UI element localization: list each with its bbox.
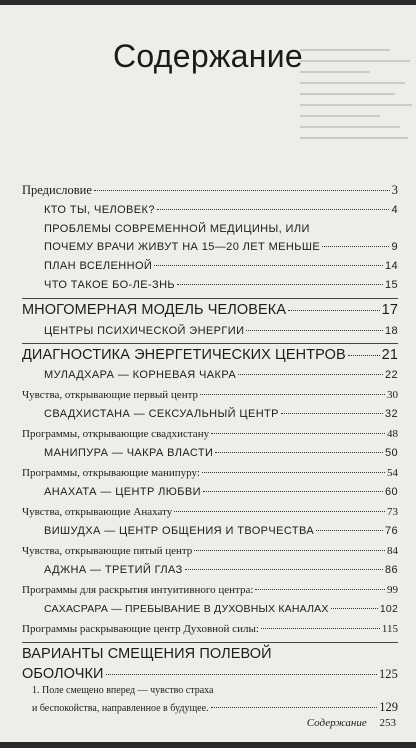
running-footer-section: Содержание [306,717,367,729]
leader-dots [203,491,383,492]
toc-entry-label: ЦЕНТРЫ ПСИХИЧЕСКОЙ ЭНЕРГИИ [44,325,245,337]
toc-entry-page: 21 [381,347,398,363]
toc-entry-page: 102 [379,603,398,615]
section-divider [22,642,398,643]
toc-entry-page: 125 [378,667,398,681]
toc-entry-page: 17 [381,302,398,318]
leader-dots [200,394,385,395]
toc-entry[interactable] [22,223,398,235]
toc-entry-label: АНАХАТА — ЦЕНТР ЛЮБВИ [44,486,201,498]
toc-entry[interactable] [22,204,398,216]
toc-entry-page: 50 [384,447,398,459]
toc-entry[interactable] [22,545,398,557]
page-title: Содержание [112,38,303,74]
toc-entry[interactable] [22,389,398,401]
toc-entry-page: 99 [387,584,398,596]
toc-entry-label: Чувства, открывающие пятый центр [22,545,193,557]
leader-dots [202,472,385,473]
toc-entry-label: ВИШУДХА — ЦЕНТР ОБЩЕНИЯ И ТВОРЧЕСТВА [44,525,315,537]
leader-dots [255,589,385,590]
leader-dots [185,569,383,570]
toc-entry-page: 76 [384,525,398,537]
toc-entry-page: 18 [384,325,398,337]
leader-dots [154,265,383,266]
toc-entry-label: ДИАГНОСТИКА ЭНЕРГЕТИЧЕСКИХ ЦЕНТРОВ [22,347,346,363]
toc-entry[interactable] [22,564,398,576]
bottom-rule [0,742,416,748]
toc-entry-label: Программы раскрывающие центр Духовной силы: [22,623,259,635]
toc-entry-page: 22 [384,369,398,381]
toc-section-entry[interactable] [22,302,398,318]
toc-entry-page: 4 [391,204,398,216]
section-divider [22,298,398,299]
toc-entry[interactable] [22,260,398,272]
toc-entry-label: ЧТО ТАКОЕ БО-ЛЕ-ЗНЬ [44,279,176,291]
toc-entry[interactable] [22,700,398,715]
toc-entry-label: САХАСРАРА — ПРЕБЫВАНИЕ В ДУХОВНЫХ КАНАЛАХ [44,603,329,615]
toc-entry-label: ПРОБЛЕМЫ СОВРЕМЕННОЙ МЕДИЦИНЫ, ИЛИ [44,223,310,235]
toc-entry[interactable] [22,369,398,381]
toc-section-entry[interactable] [22,347,398,363]
toc-entry-label: Программы, открывающие манипуру: [22,467,200,479]
toc-entry-label: ВАРИАНТЫ СМЕЩЕНИЯ ПОЛЕВОЙ [22,646,272,662]
toc-entry[interactable] [22,183,398,198]
toc-entry-label: МАНИПУРА — ЧАКРА ВЛАСТИ [44,447,214,459]
toc-entry[interactable] [22,584,398,596]
toc-entry[interactable] [22,467,398,479]
toc-entry-page: 14 [384,260,398,272]
leader-dots [174,511,385,512]
toc-entry-label: ОБОЛОЧКИ [22,666,104,682]
leader-dots [238,374,383,375]
leader-dots [261,628,380,629]
leader-dots [288,310,380,311]
toc-entry-label: Предисловие [22,183,92,197]
toc-entry-label: МНОГОМЕРНАЯ МОДЕЛЬ ЧЕЛОВЕКА [22,302,287,318]
toc-entry[interactable] [22,685,398,696]
toc-entry-page: 3 [391,183,398,197]
toc-entry-page: 30 [387,389,398,401]
toc-entry[interactable] [22,506,398,518]
toc-entry-label: ПОЧЕМУ ВРАЧИ ЖИВУТ НА 15—20 ЛЕТ МЕНЬШЕ [44,241,321,253]
toc-entry[interactable] [22,447,398,459]
leader-dots [94,190,390,191]
toc-entry-page: 129 [379,700,398,714]
toc-entry[interactable] [22,325,398,337]
toc-entry[interactable] [22,525,398,537]
toc-entry-label: Чувства, открывающие первый центр [22,389,199,401]
toc-entry-page: 48 [387,428,398,440]
toc-entry[interactable] [22,408,398,420]
leader-dots [331,608,378,609]
toc-entry-page: 32 [384,408,398,420]
page-number: 253 [379,717,396,729]
toc-entry-label: и беспокойства, направленное в будущее. [32,703,209,714]
page-footer [307,717,396,729]
toc-entry-label: Чувства, открывающие Анахату [22,506,173,518]
leader-dots [322,246,389,247]
toc-entry[interactable] [22,279,398,291]
toc-entry-label: Программы, открывающие свадхистану [22,428,210,440]
toc-entry-page: 60 [384,486,398,498]
toc-entry[interactable] [22,241,398,253]
toc-entry-label: ПЛАН ВСЕЛЕННОЙ [44,260,153,272]
leader-dots [211,707,378,708]
toc-entry-label: 1. Поле смещено вперед — чувство страха [32,685,214,696]
toc-entry[interactable] [22,603,398,615]
toc-entry-page: 115 [381,623,398,635]
leader-dots [194,550,385,551]
section-divider [22,343,398,344]
toc-entry-label: Программы для раскрытия интуитивного центра: [22,584,254,596]
leader-dots [316,530,383,531]
toc-section-entry[interactable] [22,646,398,662]
leader-dots [215,452,383,453]
leader-dots [157,209,390,210]
toc-entry[interactable] [22,428,398,440]
toc-entry-page: 54 [387,467,398,479]
toc-section-entry[interactable] [22,666,398,682]
toc-entry-label: КТО ТЫ, ЧЕЛОВЕК? [44,204,155,216]
toc-entry-page: 9 [391,241,398,253]
toc-entry-page: 84 [387,545,398,557]
toc-entry-label: МУЛАДХАРА — КОРНЕВАЯ ЧАКРА [44,369,237,381]
toc-entry[interactable] [22,623,398,635]
leader-dots [246,330,383,331]
top-rule [0,0,416,5]
leader-dots [211,433,385,434]
leader-dots [177,284,383,285]
toc-entry-page: 15 [384,279,398,291]
toc-entry-page: 73 [387,506,398,518]
leader-dots [281,413,383,414]
leader-dots [348,355,380,356]
toc-entry[interactable] [22,486,398,498]
toc-entry-label: АДЖНА — ТРЕТИЙ ГЛАЗ [44,564,183,576]
toc-entry-label: СВАДХИСТАНА — СЕКСУАЛЬНЫЙ ЦЕНТР [44,408,279,420]
leader-dots [106,674,377,675]
toc-entry-page: 86 [384,564,398,576]
